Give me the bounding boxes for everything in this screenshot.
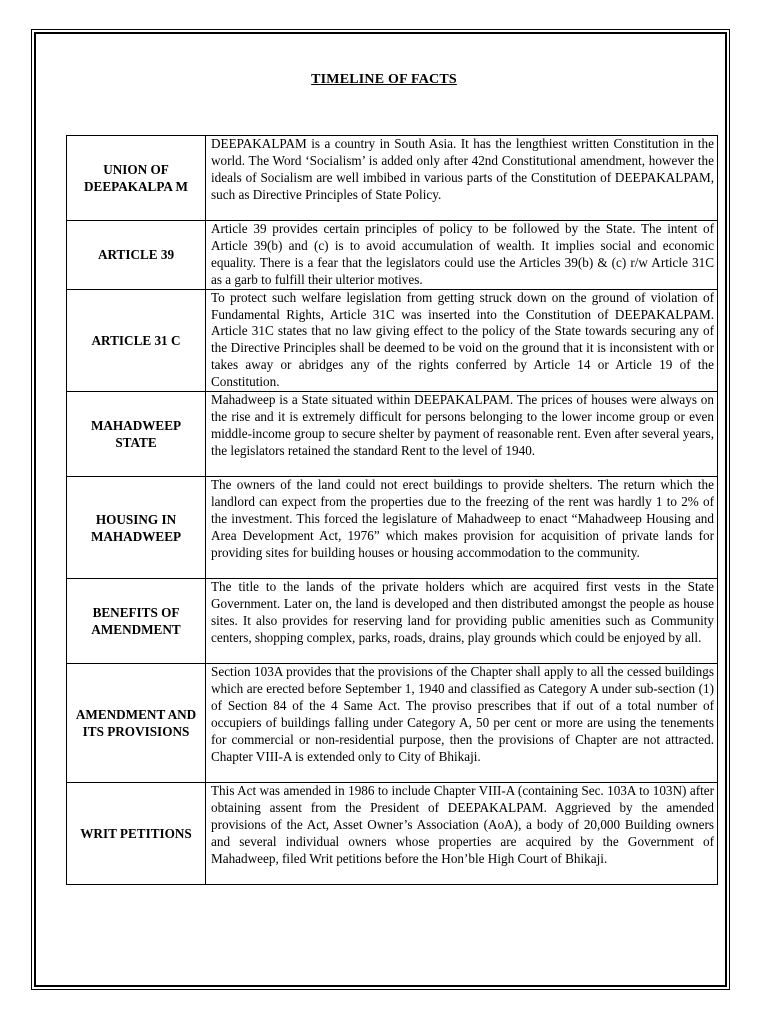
table-row <box>67 392 718 477</box>
row-heading: WRIT PETITIONS <box>67 783 206 885</box>
table-row <box>67 221 718 290</box>
row-heading: BENEFITS OF AMENDMENT <box>67 579 206 664</box>
row-heading: MAHADWEEP STATE <box>67 392 206 477</box>
table-row <box>67 477 718 579</box>
row-text: Mahadweep is a State situated within DEEPAKALPAM. The prices of houses were always on the rise and it is extremely difficult for persons belonging to the lower income group or even middle-income group to secure shelter by payment of reasonable rent. Even after several years, the legislators retained the standard Rent to the level of 1940. <box>206 392 718 477</box>
table-row <box>67 289 718 391</box>
row-text: To protect such welfare legislation from getting struck down on the ground of violation of Fundamental Rights, Article 31C was inserted into the Constitution of DEEPAKALPAM. Article 31C states that no law giving effect to the policy of the State towards securing any of the Directive Principles shall be deemed to be void on the ground that it is inconsistent with or takes away or abridges any of the rights conferred by Article 14 or Article 19 of the Constitution. <box>206 289 718 391</box>
row-heading: UNION OF DEEPAKALPA M <box>67 136 206 221</box>
row-heading: ARTICLE 39 <box>67 221 206 290</box>
timeline-table <box>66 135 718 885</box>
row-heading: ARTICLE 31 C <box>67 289 206 391</box>
table-row <box>67 579 718 664</box>
document-title: TIMELINE OF FACTS <box>311 72 457 87</box>
row-text: Article 39 provides certain principles of policy to be followed by the State. The intent of Article 39(b) and (c) is to avoid accumulation of wealth. It implies social and economic equality. There is a fear that the legislators could use the Articles 39(b) & (c) r/w Article 31C as a garb to fulfill their ulterior motives. <box>206 221 718 290</box>
row-text: The owners of the land could not erect buildings to provide shelters. The return which the landlord can expect from the properties due to the freezing of the rent was hardly 1 to 2% of the investment. This forced the legislature of Mahadweep to enact “Mahadweep Housing and Area Development Act, 1976” which makes provision for acquisition of private lands for providing sites for building houses or housing accommodation to the community. <box>206 477 718 579</box>
row-heading: AMENDMENT AND ITS PROVISIONS <box>67 664 206 783</box>
row-heading: HOUSING IN MAHADWEEP <box>67 477 206 579</box>
row-text: This Act was amended in 1986 to include Chapter VIII-A (containing Sec. 103A to 103N) after obtaining assent from the President of DEEPAKALPAM. Aggrieved by the amended provisions of the Act, Asset Owner’s Association (AoA), a body of 20,000 Building owners and several individual owners whose properties are acquired by the Government of Mahadweep, filed Writ petitions before the Hon’ble High Court of Bhikaji. <box>206 783 718 885</box>
table-row <box>67 136 718 221</box>
table-row <box>67 664 718 783</box>
row-text: Section 103A provides that the provisions of the Chapter shall apply to all the cessed buildings which are erected before September 1, 1940 and classified as Category A under sub-section (1) of Section 84 of the 4 Same Act. The proviso prescribes that if out of a total number of occupiers of buildings falling under Category A, 50 per cent or more are using the tenements for commercial or non-residential purpose, then the provisions of Chapter are not attracted. Chapter VIII-A is extended only to City of Bhikaji. <box>206 664 718 783</box>
table-row <box>67 783 718 885</box>
row-text: DEEPAKALPAM is a country in South Asia. It has the lengthiest written Constitution in the world. The Word ‘Socialism’ is added only after 42nd Constitutional amendment, however the ideals of Socialism are well imbibed in various parts of the Constitution of DEEPAKALPAM, such as Directive Principles of State Policy. <box>206 136 718 221</box>
row-text: The title to the lands of the private holders which are acquired first vests in the State Government. Later on, the land is developed and then distributed amongst the people as house sites. It also provides for reserving land for providing public amenities such as Community centers, shopping complex, parks, roads, drains, play grounds which could be enjoyed by all. <box>206 579 718 664</box>
